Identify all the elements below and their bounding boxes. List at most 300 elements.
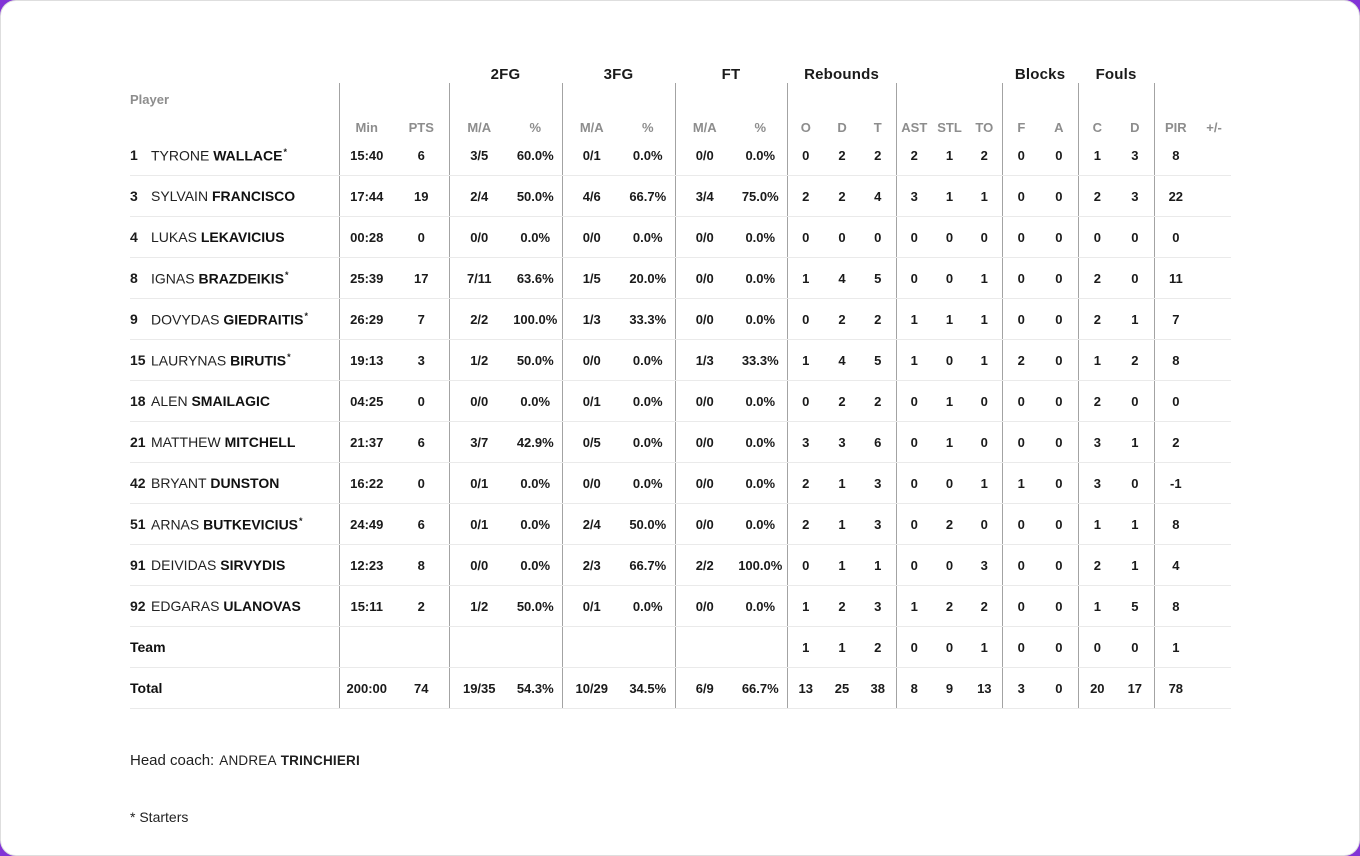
- group-fouls: Fouls: [1095, 66, 1137, 83]
- stat-fg2-ma: [449, 627, 509, 668]
- group-spacer: [130, 53, 449, 83]
- stat-pm: [1197, 381, 1231, 422]
- stat-to: 1: [967, 258, 1002, 299]
- player-first-name: EDGARAS: [151, 598, 224, 614]
- stat-blk-a: 0: [1040, 258, 1078, 299]
- stat-foul-d: 2: [1116, 340, 1154, 381]
- stat-ast: 0: [896, 422, 932, 463]
- jersey-number: 18: [130, 393, 146, 409]
- stat-fg3-pct: 34.5%: [621, 668, 675, 709]
- stat-blk-a: 0: [1040, 586, 1078, 627]
- player-row: [130, 135, 1231, 176]
- player-cell: [130, 504, 339, 545]
- stat-blk-a: 0: [1040, 217, 1078, 258]
- stat-reb-t: 2: [860, 627, 896, 668]
- player-cell: [130, 135, 339, 176]
- player-first-name: MATTHEW: [151, 434, 225, 450]
- col-reb-o: O: [787, 83, 824, 135]
- player-cell: [130, 545, 339, 586]
- stat-stl: 0: [932, 463, 967, 504]
- stat-reb-t: 2: [860, 299, 896, 340]
- jersey-number: 42: [130, 475, 146, 491]
- stat-fg2-pct: [509, 627, 562, 668]
- stat-blk-a: 0: [1040, 668, 1078, 709]
- stat-reb-o: 1: [787, 586, 824, 627]
- col-3fg-ma: M/A: [562, 83, 621, 135]
- stat-fg3-pct: 0.0%: [621, 422, 675, 463]
- col-2fg-ma: M/A: [449, 83, 509, 135]
- stat-pir: 8: [1154, 340, 1197, 381]
- stat-reb-o: 2: [787, 176, 824, 217]
- stat-reb-d: 1: [824, 504, 860, 545]
- stat-pm: [1197, 135, 1231, 176]
- stat-reb-d: 4: [824, 340, 860, 381]
- team-label: Team: [130, 639, 166, 655]
- stat-reb-o: 0: [787, 545, 824, 586]
- stat-fg2-ma: 1/2: [449, 340, 509, 381]
- stat-ft-pct: 0.0%: [734, 217, 787, 258]
- stat-pir: 0: [1154, 381, 1197, 422]
- stat-min: 200:00: [339, 668, 394, 709]
- stat-fg2-pct: 0.0%: [509, 217, 562, 258]
- stat-pir: 22: [1154, 176, 1197, 217]
- stat-foul-d: 3: [1116, 135, 1154, 176]
- stat-foul-c: 0: [1078, 217, 1116, 258]
- player-row: [130, 586, 1231, 627]
- jersey-number: 92: [130, 598, 146, 614]
- stat-reb-d: 2: [824, 586, 860, 627]
- stat-reb-d: 4: [824, 258, 860, 299]
- stat-foul-d: 1: [1116, 545, 1154, 586]
- stat-stl: 1: [932, 299, 967, 340]
- stat-ft-pct: 0.0%: [734, 258, 787, 299]
- stat-ast: 3: [896, 176, 932, 217]
- stat-min: 24:49: [339, 504, 394, 545]
- player-first-name: IGNAS: [151, 270, 199, 287]
- stat-foul-d: 0: [1116, 258, 1154, 299]
- boxscore-table: [130, 53, 1231, 709]
- stat-ft-pct: 0.0%: [734, 299, 787, 340]
- stat-ft-ma: 0/0: [675, 422, 734, 463]
- player-cell: [130, 258, 339, 299]
- total-label: Total: [130, 680, 163, 696]
- stat-stl: 1: [932, 422, 967, 463]
- stat-blk-f: 0: [1002, 176, 1040, 217]
- col-3fg-pct: %: [641, 120, 654, 135]
- player-first-name: TYRONE: [151, 147, 214, 164]
- stat-foul-d: 0: [1116, 463, 1154, 504]
- stat-reb-t: 6: [860, 422, 896, 463]
- stat-fg3-pct: 0.0%: [621, 586, 675, 627]
- stat-pm: [1197, 176, 1231, 217]
- coach-first-name: ANDREA: [219, 753, 277, 768]
- stat-pir: -1: [1154, 463, 1197, 504]
- stat-pts: 6: [394, 504, 449, 545]
- stat-fg3-ma: 0/1: [562, 586, 621, 627]
- group-2fg: 2FG: [490, 66, 521, 83]
- stat-foul-c: 1: [1078, 504, 1116, 545]
- stat-blk-f: 0: [1002, 299, 1040, 340]
- stat-reb-o: 2: [787, 463, 824, 504]
- stat-foul-d: 3: [1116, 176, 1154, 217]
- stat-reb-o: 2: [787, 504, 824, 545]
- stat-blk-f: 0: [1002, 545, 1040, 586]
- stat-fg3-ma: 0/0: [562, 217, 621, 258]
- col-reb-d: D: [837, 120, 847, 135]
- player-first-name: DOVYDAS: [151, 311, 224, 328]
- col-plusminus: +/-: [1206, 120, 1222, 135]
- stat-to: 0: [967, 422, 1002, 463]
- stat-to: 2: [967, 586, 1002, 627]
- player-last-name: GIEDRAITIS: [223, 311, 304, 328]
- stat-blk-f: 0: [1002, 381, 1040, 422]
- stat-fg2-pct: 63.6%: [509, 258, 562, 299]
- stat-fg3-ma: [562, 627, 621, 668]
- stat-ft-ma: 0/0: [675, 463, 734, 504]
- stat-fg3-pct: 20.0%: [621, 258, 675, 299]
- stat-blk-f: 3: [1002, 668, 1040, 709]
- stat-ast: 0: [896, 258, 932, 299]
- stat-blk-a: 0: [1040, 504, 1078, 545]
- player-row: [130, 463, 1231, 504]
- stat-min: 00:28: [339, 217, 394, 258]
- stat-pm: [1197, 422, 1231, 463]
- jersey-number: 8: [130, 270, 138, 287]
- stat-min: 04:25: [339, 381, 394, 422]
- stat-ft-ma: 0/0: [675, 258, 734, 299]
- stat-blk-f: 0: [1002, 504, 1040, 545]
- head-coach-label: Head coach:: [130, 752, 215, 769]
- stat-to: 0: [967, 381, 1002, 422]
- stat-reb-t: 2: [860, 381, 896, 422]
- stat-fg3-ma: 0/1: [562, 135, 621, 176]
- starters-note: * Starters: [130, 809, 189, 825]
- stat-fg2-ma: 0/0: [449, 381, 509, 422]
- player-cell: [130, 381, 339, 422]
- stat-ft-pct: 75.0%: [734, 176, 787, 217]
- stat-pir: 7: [1154, 299, 1197, 340]
- player-first-name: BRYANT: [151, 475, 211, 491]
- stat-fg3-pct: 33.3%: [621, 299, 675, 340]
- stat-fg2-pct: 50.0%: [509, 586, 562, 627]
- stat-foul-c: 1: [1078, 340, 1116, 381]
- stat-reb-t: 1: [860, 545, 896, 586]
- stat-ft-ma: 0/0: [675, 504, 734, 545]
- stat-ft-ma: 0/0: [675, 299, 734, 340]
- starter-asterisk: *: [299, 515, 303, 526]
- col-ft-ma: M/A: [675, 83, 734, 135]
- team-row: [130, 627, 1231, 668]
- jersey-number: 15: [130, 352, 146, 369]
- player-row: [130, 340, 1231, 381]
- stat-fg3-pct: 0.0%: [621, 381, 675, 422]
- player-first-name: SYLVAIN: [151, 188, 212, 204]
- stat-ft-pct: 0.0%: [734, 381, 787, 422]
- stat-pir: 0: [1154, 217, 1197, 258]
- col-pir: PIR: [1154, 83, 1197, 135]
- stat-fg3-pct: 0.0%: [621, 217, 675, 258]
- player-row: [130, 217, 1231, 258]
- col-2fg-pct: %: [529, 120, 542, 135]
- group-header-row: [130, 53, 1231, 83]
- player-last-name: LEKAVICIUS: [200, 229, 285, 245]
- jersey-number: 51: [130, 516, 146, 533]
- stat-fg3-pct: 66.7%: [621, 176, 675, 217]
- stat-to: 1: [967, 463, 1002, 504]
- starter-asterisk: *: [285, 269, 289, 280]
- stat-fg3-ma: 1/5: [562, 258, 621, 299]
- stat-pts: 19: [394, 176, 449, 217]
- stat-reb-d: 3: [824, 422, 860, 463]
- player-row: [130, 504, 1231, 545]
- col-stl: STL: [937, 120, 962, 135]
- stat-pir: 8: [1154, 504, 1197, 545]
- stat-stl: 0: [932, 217, 967, 258]
- total-row: [130, 668, 1231, 709]
- group-spacer: [1154, 53, 1231, 83]
- stat-to: 1: [967, 299, 1002, 340]
- stat-ast: 0: [896, 545, 932, 586]
- stat-pts: 0: [394, 217, 449, 258]
- stat-min: 26:29: [339, 299, 394, 340]
- stat-fg2-ma: 7/11: [449, 258, 509, 299]
- stat-ft-ma: 6/9: [675, 668, 734, 709]
- stat-blk-a: 0: [1040, 299, 1078, 340]
- stat-blk-f: 0: [1002, 217, 1040, 258]
- group-3fg: 3FG: [603, 66, 634, 83]
- stat-reb-o: 0: [787, 299, 824, 340]
- stat-ft-ma: 0/0: [675, 217, 734, 258]
- stat-ast: 0: [896, 504, 932, 545]
- col-reb-t: T: [873, 120, 882, 135]
- stat-fg2-pct: 54.3%: [509, 668, 562, 709]
- stat-ft-ma: 3/4: [675, 176, 734, 217]
- player-row: [130, 422, 1231, 463]
- stat-reb-o: 0: [787, 135, 824, 176]
- stat-pm: [1197, 668, 1231, 709]
- stat-to: 2: [967, 135, 1002, 176]
- stat-ast: 0: [896, 381, 932, 422]
- player-row: [130, 258, 1231, 299]
- stat-foul-c: 2: [1078, 176, 1116, 217]
- stat-pts: 6: [394, 135, 449, 176]
- stat-pts: 17: [394, 258, 449, 299]
- stat-foul-c: 1: [1078, 586, 1116, 627]
- stat-pir: 1: [1154, 627, 1197, 668]
- jersey-number: 21: [130, 434, 146, 450]
- stat-fg3-pct: 50.0%: [621, 504, 675, 545]
- stat-pts: 0: [394, 463, 449, 504]
- stat-foul-c: 2: [1078, 258, 1116, 299]
- stat-ast: 0: [896, 217, 932, 258]
- stat-foul-c: 20: [1078, 668, 1116, 709]
- player-cell: [130, 627, 339, 668]
- player-last-name: BUTKEVICIUS: [203, 516, 299, 533]
- stat-pm: [1197, 299, 1231, 340]
- player-row: [130, 381, 1231, 422]
- stat-pir: 4: [1154, 545, 1197, 586]
- stat-pir: 8: [1154, 135, 1197, 176]
- stat-min: 21:37: [339, 422, 394, 463]
- stat-foul-d: 17: [1116, 668, 1154, 709]
- stat-foul-d: 5: [1116, 586, 1154, 627]
- stat-ft-ma: 1/3: [675, 340, 734, 381]
- stat-ast: 0: [896, 627, 932, 668]
- stat-ast: 1: [896, 299, 932, 340]
- player-first-name: LUKAS: [151, 229, 201, 245]
- stat-ft-pct: 0.0%: [734, 463, 787, 504]
- stat-reb-d: 1: [824, 627, 860, 668]
- stat-min: 16:22: [339, 463, 394, 504]
- player-last-name: SMAILAGIC: [191, 393, 271, 409]
- stat-reb-o: 1: [787, 627, 824, 668]
- starter-asterisk: *: [287, 351, 291, 362]
- stat-reb-o: 0: [787, 381, 824, 422]
- stat-pm: [1197, 627, 1231, 668]
- stat-to: 13: [967, 668, 1002, 709]
- stat-min: 15:40: [339, 135, 394, 176]
- stat-foul-d: 1: [1116, 299, 1154, 340]
- stat-blk-f: 0: [1002, 135, 1040, 176]
- stat-ft-pct: 0.0%: [734, 586, 787, 627]
- stat-pts: 74: [394, 668, 449, 709]
- stat-fg2-ma: 3/7: [449, 422, 509, 463]
- stat-blk-f: 0: [1002, 627, 1040, 668]
- stat-pts: 7: [394, 299, 449, 340]
- player-last-name: BRAZDEIKIS: [198, 270, 285, 287]
- stat-min: 25:39: [339, 258, 394, 299]
- stat-to: 1: [967, 176, 1002, 217]
- stat-blk-f: 0: [1002, 586, 1040, 627]
- stat-ft-pct: 100.0%: [734, 545, 787, 586]
- stat-fg2-ma: 0/1: [449, 463, 509, 504]
- stat-blk-a: 0: [1040, 627, 1078, 668]
- stat-reb-t: 38: [860, 668, 896, 709]
- stat-fg3-pct: 66.7%: [621, 545, 675, 586]
- stat-reb-t: 3: [860, 463, 896, 504]
- stat-fg2-ma: 2/4: [449, 176, 509, 217]
- stat-pts: 2: [394, 586, 449, 627]
- stat-stl: 0: [932, 258, 967, 299]
- stat-stl: 0: [932, 545, 967, 586]
- col-foul-c: C: [1078, 83, 1116, 135]
- stat-reb-t: 2: [860, 135, 896, 176]
- player-row: [130, 299, 1231, 340]
- stat-stl: 9: [932, 668, 967, 709]
- stat-blk-a: 0: [1040, 545, 1078, 586]
- stat-reb-o: 13: [787, 668, 824, 709]
- player-cell: [130, 340, 339, 381]
- stat-reb-o: 0: [787, 217, 824, 258]
- stat-pts: 0: [394, 381, 449, 422]
- stat-reb-t: 3: [860, 586, 896, 627]
- stat-pm: [1197, 217, 1231, 258]
- stat-pts: [394, 627, 449, 668]
- stat-pir: 78: [1154, 668, 1197, 709]
- stat-reb-d: 25: [824, 668, 860, 709]
- stat-min: 17:44: [339, 176, 394, 217]
- player-cell: [130, 463, 339, 504]
- stat-pm: [1197, 545, 1231, 586]
- player-last-name: ULANOVAS: [223, 598, 301, 614]
- player-first-name: ARNAS: [151, 516, 204, 533]
- stat-to: 0: [967, 504, 1002, 545]
- stat-ast: 1: [896, 340, 932, 381]
- stat-reb-t: 3: [860, 504, 896, 545]
- stat-reb-d: 0: [824, 217, 860, 258]
- stat-reb-t: 5: [860, 258, 896, 299]
- stat-fg3-ma: 2/4: [562, 504, 621, 545]
- stat-fg2-pct: 50.0%: [509, 340, 562, 381]
- stat-ast: 1: [896, 586, 932, 627]
- stat-pm: [1197, 586, 1231, 627]
- stat-foul-d: 0: [1116, 627, 1154, 668]
- stat-fg3-pct: 0.0%: [621, 340, 675, 381]
- col-min: Min: [339, 83, 394, 135]
- stat-to: 1: [967, 340, 1002, 381]
- stat-ft-ma: 2/2: [675, 545, 734, 586]
- player-cell: [130, 217, 339, 258]
- player-cell: [130, 586, 339, 627]
- stat-fg3-ma: 0/0: [562, 463, 621, 504]
- jersey-number: 1: [130, 147, 138, 164]
- stat-fg3-ma: 0/5: [562, 422, 621, 463]
- stat-stl: 1: [932, 135, 967, 176]
- col-foul-d: D: [1130, 120, 1140, 135]
- stat-pir: 11: [1154, 258, 1197, 299]
- stat-fg2-ma: 0/1: [449, 504, 509, 545]
- stat-fg3-ma: 0/0: [562, 340, 621, 381]
- stat-pir: 2: [1154, 422, 1197, 463]
- stat-pm: [1197, 340, 1231, 381]
- stat-ft-pct: 33.3%: [734, 340, 787, 381]
- coach-last-name: TRINCHIERI: [280, 753, 360, 768]
- stat-reb-o: 1: [787, 340, 824, 381]
- stat-blk-f: 0: [1002, 258, 1040, 299]
- stat-to: 3: [967, 545, 1002, 586]
- stat-pts: 8: [394, 545, 449, 586]
- stat-ft-pct: 66.7%: [734, 668, 787, 709]
- stat-foul-c: 2: [1078, 299, 1116, 340]
- stat-foul-c: 1: [1078, 135, 1116, 176]
- player-first-name: LAURYNAS: [151, 352, 231, 369]
- group-rebounds: Rebounds: [804, 66, 879, 83]
- stat-min: 15:11: [339, 586, 394, 627]
- starter-asterisk: *: [304, 310, 308, 321]
- player-last-name: MITCHELL: [224, 434, 296, 450]
- stat-blk-f: 2: [1002, 340, 1040, 381]
- stat-foul-c: 3: [1078, 422, 1116, 463]
- stat-ast: 8: [896, 668, 932, 709]
- stat-blk-a: 0: [1040, 135, 1078, 176]
- stat-reb-t: 4: [860, 176, 896, 217]
- stat-foul-d: 1: [1116, 504, 1154, 545]
- group-spacer: [896, 53, 1002, 83]
- stat-fg3-pct: 0.0%: [621, 135, 675, 176]
- col-player: Player: [130, 92, 170, 107]
- stat-fg2-ma: 19/35: [449, 668, 509, 709]
- stat-ft-pct: 0.0%: [734, 422, 787, 463]
- stat-fg2-ma: 0/0: [449, 545, 509, 586]
- stat-to: 1: [967, 627, 1002, 668]
- col-ft-pct: %: [754, 120, 767, 135]
- col-pts: PTS: [408, 120, 434, 135]
- stat-fg2-pct: 0.0%: [509, 463, 562, 504]
- player-cell: [130, 176, 339, 217]
- stat-reb-t: 0: [860, 217, 896, 258]
- stat-fg2-ma: 1/2: [449, 586, 509, 627]
- head-coach-line: [130, 751, 1359, 771]
